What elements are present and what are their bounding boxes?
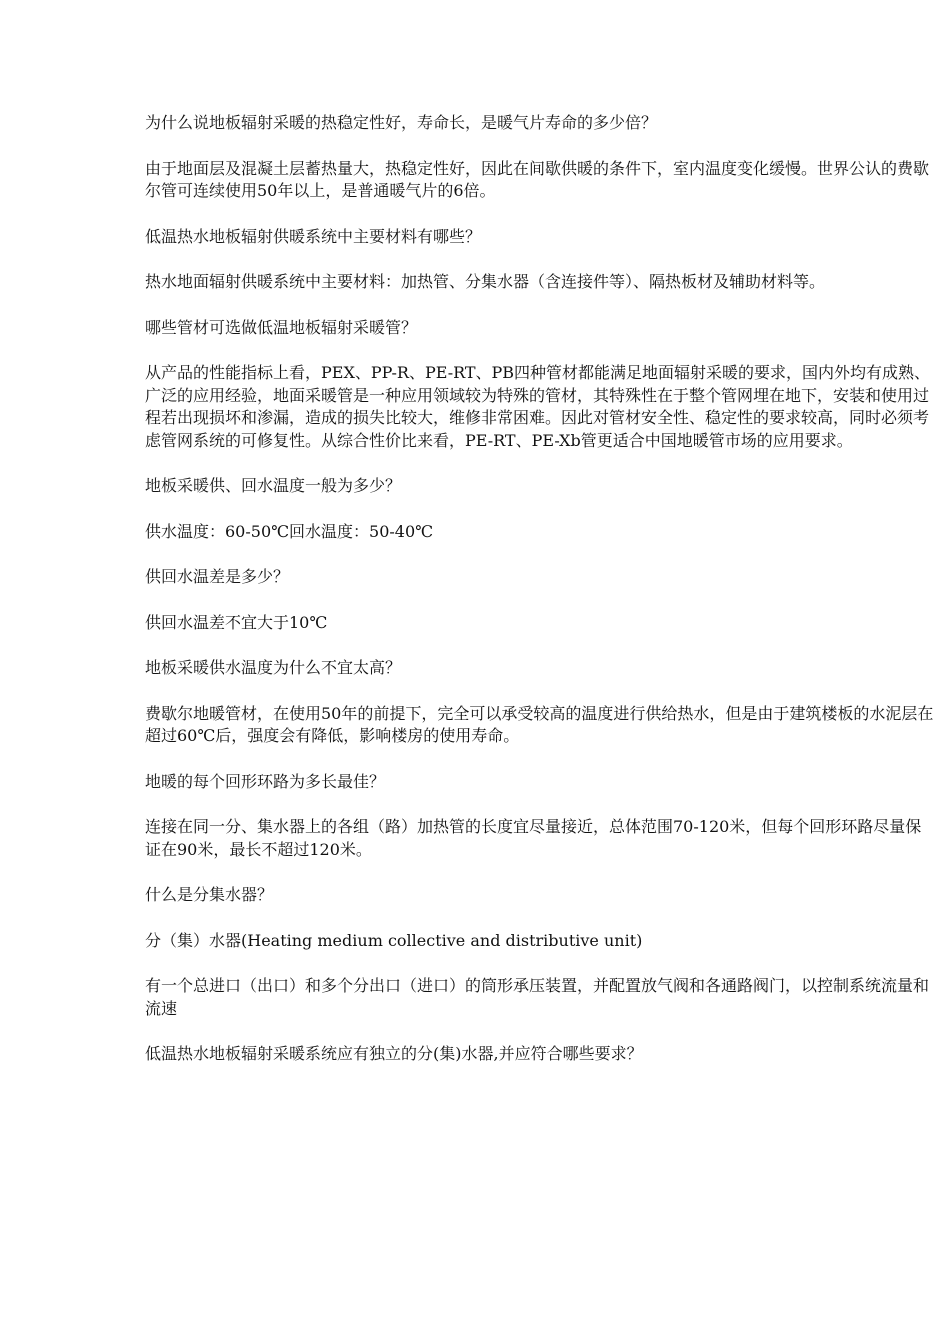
answer-paragraph: 连接在同一分、集水器上的各组（路）加热管的长度宜尽量接近，总体范围70-120米，但每个回形环路尽量保证在90米，最长不超过120米。 — [145, 817, 922, 859]
question-paragraph: 低温热水地板辐射采暖系统应有独立的分(集)水器,并应符合哪些要求？ — [145, 1044, 643, 1063]
question-paragraph: 地板采暖供水温度为什么不宜太高？ — [145, 658, 402, 677]
answer-paragraph: 供水温度：60-50℃回水温度：50-40℃ — [145, 521, 434, 541]
question-paragraph: 供回水温差是多少？ — [145, 567, 290, 586]
document-page — [145, 112, 935, 1089]
question-paragraph: 哪些管材可选做低温地板辐射采暖管？ — [145, 317, 418, 337]
answer-paragraph: 从产品的性能指标上看，PEX、PP-R、PE-RT、PB四种管材都能满足地面辐射采暖的要求，国内外均有成熟、广泛的应用经验，地面采暖管是一种应用领域较为特殊的管材，其特殊性在于整个管网埋在地下，安装和使用过程若出现损坏和渗漏，造成的损失比较大，维修非常困难。因此对管材安全性、稳定性的要求较高，同时必须考虑管网系统的可修复性。从综合性价比来看，PE-RT、PE-Xb管更适合中国地暖管市场的应用要求。 — [145, 363, 931, 450]
question-paragraph: 低温热水地板辐射供暖系统中主要材料有哪些？ — [145, 226, 482, 246]
question-paragraph: 什么是分集水器？ — [145, 885, 274, 904]
question-paragraph: 为什么说地板辐射采暖的热稳定性好，寿命长，是暖气片寿命的多少倍？ — [145, 113, 658, 132]
definition-paragraph: 分（集）水器(Heating medium collective and distributive unit) — [145, 930, 643, 950]
answer-paragraph: 热水地面辐射供暖系统中主要材料：加热管、分集水器（含连接件等）、隔热板材及辅助材料等。 — [145, 272, 826, 291]
question-paragraph: 地板采暖供、回水温度一般为多少？ — [145, 476, 402, 495]
answer-paragraph: 由于地面层及混凝土层蓄热量大，热稳定性好，因此在间歇供暖的条件下，室内温度变化缓慢。世界公认的费歇尔管可连续使用50年以上，是普通暖气片的6倍。 — [145, 158, 930, 200]
answer-paragraph: 有一个总进口（出口）和多个分出口（进口）的筒形承压装置，并配置放气阀和各通路阀门，以控制系统流量和流速 — [145, 976, 930, 1018]
answer-paragraph: 费歇尔地暖管材，在使用50年的前提下，完全可以承受较高的温度进行供给热水，但是由于建筑楼板的水泥层在超过60℃后，强度会有降低，影响楼房的使用寿命。 — [145, 703, 934, 745]
question-paragraph: 地暖的每个回形环路为多长最佳？ — [145, 771, 386, 791]
answer-paragraph: 供回水温差不宜大于10℃ — [145, 612, 328, 632]
